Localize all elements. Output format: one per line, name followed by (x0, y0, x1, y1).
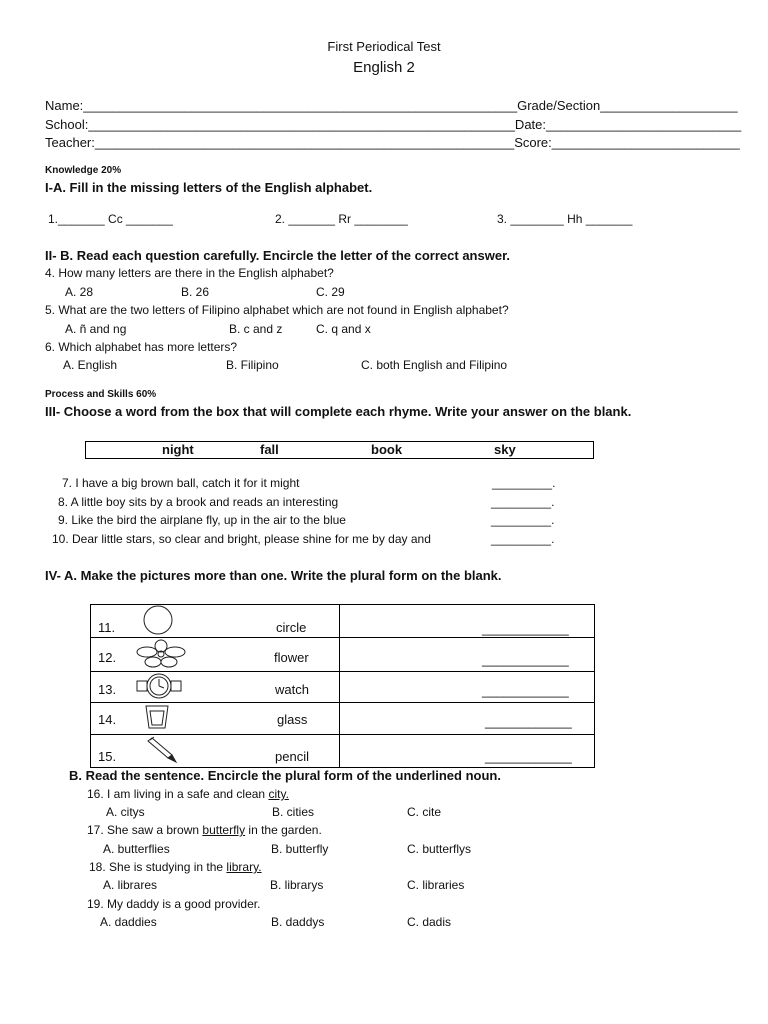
q17-choice-a: A. butterflies (103, 842, 170, 856)
table-divider (339, 605, 340, 767)
word-night: night (162, 442, 194, 457)
part3-instruction: III- Choose a word from the box that will complete each rhyme. Write your answer on the blank. (45, 404, 632, 419)
row-word: flower (274, 650, 309, 665)
rhyme-item-8: 8. A little boy sits by a brook and reads an interesting (58, 495, 339, 509)
row-number: 15. (98, 749, 117, 764)
test-title: First Periodical Test (327, 39, 441, 54)
answer-blank: ____________ (485, 749, 572, 764)
part1-instruction: I-A. Fill in the missing letters of the English alphabet. (45, 180, 373, 195)
question-text-end: in the garden. (245, 823, 322, 837)
q4-choice-a: A. 28 (65, 285, 94, 299)
answer-blank: ____________ (482, 683, 569, 698)
rhyme-item-7: 7. I have a big brown ball, catch it for it might (62, 476, 300, 490)
rhyme-blank-9: _________. (491, 513, 555, 527)
circle-icon (139, 605, 177, 637)
word-box (85, 441, 594, 459)
part4b-instruction: B. Read the sentence. Encircle the plural form of the underlined noun. (69, 768, 501, 783)
subject-title: English 2 (353, 59, 415, 76)
question-18 (89, 860, 262, 874)
q18-choice-a: A. librares (103, 878, 158, 892)
question-4: 4. How many letters are there in the English alphabet? (45, 266, 334, 280)
part2-instruction: II- B. Read each question carefully. Encircle the letter of the correct answer. (45, 248, 511, 263)
alphabet-item-2: 2. _______ Rr ________ (275, 212, 408, 226)
name-field: Name:____________________________________________________________Grade/Section___________________ (45, 98, 738, 113)
answer-blank: ____________ (482, 652, 569, 667)
row-word: circle (276, 620, 307, 635)
q17-choice-c: C. butterflys (407, 842, 472, 856)
row-word: glass (277, 712, 308, 727)
q18-choice-c: C. libraries (407, 878, 465, 892)
q19-choice-a: A. daddies (100, 915, 157, 929)
word-sky: sky (494, 442, 516, 457)
answer-blank: ____________ (482, 621, 569, 636)
q6-choice-a: A. English (63, 358, 118, 372)
row-number: 14. (98, 712, 117, 727)
q6-choice-c: C. both English and Filipino (361, 358, 508, 372)
row-number: 13. (98, 682, 117, 697)
rhyme-blank-7: _________. (492, 476, 556, 490)
q5-choice-b: B. c and z (229, 322, 283, 336)
row-line (91, 734, 594, 735)
plural-picture-table (90, 604, 595, 768)
question-19: 19. My daddy is a good provider. (87, 897, 261, 911)
q16-choice-c: C. cite (407, 805, 442, 819)
underlined-noun: city. (268, 787, 289, 801)
question-17 (87, 823, 322, 837)
q4-choice-c: C. 29 (316, 285, 345, 299)
question-16 (87, 787, 289, 801)
q5-choice-c: C. q and x (316, 322, 371, 336)
question-text: 16. I am living in a safe and clean (87, 787, 269, 801)
underlined-noun: butterfly (202, 823, 246, 837)
question-5: 5. What are the two letters of Filipino alphabet which are not found in English alphabet? (45, 303, 509, 317)
underlined-noun: library. (226, 860, 262, 874)
row-word: pencil (275, 749, 309, 764)
word-book: book (371, 442, 403, 457)
rhyme-item-10: 10. Dear little stars, so clear and bright, please shine for me by day and (52, 532, 431, 546)
q18-choice-b: B. librarys (270, 878, 324, 892)
part4-instruction: IV- A. Make the pictures more than one. Write the plural form on the blank. (45, 568, 502, 583)
q16-choice-b: B. cities (272, 805, 315, 819)
question-text: 18. She is studying in the (89, 860, 227, 874)
rhyme-item-9: 9. Like the bird the airplane fly, up in the air to the blue (58, 513, 346, 527)
word-fall: fall (260, 442, 279, 457)
school-field: School:___________________________________________________________Date:___________________________ (45, 117, 742, 132)
q17-choice-b: B. butterfly (271, 842, 329, 856)
pencil-icon (145, 736, 179, 764)
question-6: 6. Which alphabet has more letters? (45, 340, 238, 354)
process-skills-category: Process and Skills 60% (45, 389, 157, 400)
row-line (91, 637, 594, 638)
q5-choice-a: A. ñ and ng (65, 322, 127, 336)
watch-icon (135, 672, 185, 700)
row-number: 12. (98, 650, 117, 665)
glass-icon (143, 703, 171, 731)
q6-choice-b: B. Filipino (226, 358, 279, 372)
q19-choice-b: B. daddys (271, 915, 325, 929)
answer-blank: ____________ (485, 714, 572, 729)
rhyme-blank-8: _________. (491, 495, 555, 509)
q19-choice-c: C. dadis (407, 915, 452, 929)
knowledge-category: Knowledge 20% (45, 165, 122, 176)
q16-choice-a: A. citys (106, 805, 145, 819)
row-word: watch (275, 682, 309, 697)
flower-icon (133, 639, 189, 669)
alphabet-item-3: 3. ________ Hh _______ (497, 212, 633, 226)
rhyme-blank-10: _________. (491, 532, 555, 546)
teacher-field: Teacher:__________________________________________________________Score:__________________________ (45, 135, 740, 150)
question-text: 17. She saw a brown (87, 823, 203, 837)
q4-choice-b: B. 26 (181, 285, 210, 299)
alphabet-item-1: 1._______ Cc _______ (48, 212, 173, 226)
row-number: 11. (98, 620, 116, 635)
